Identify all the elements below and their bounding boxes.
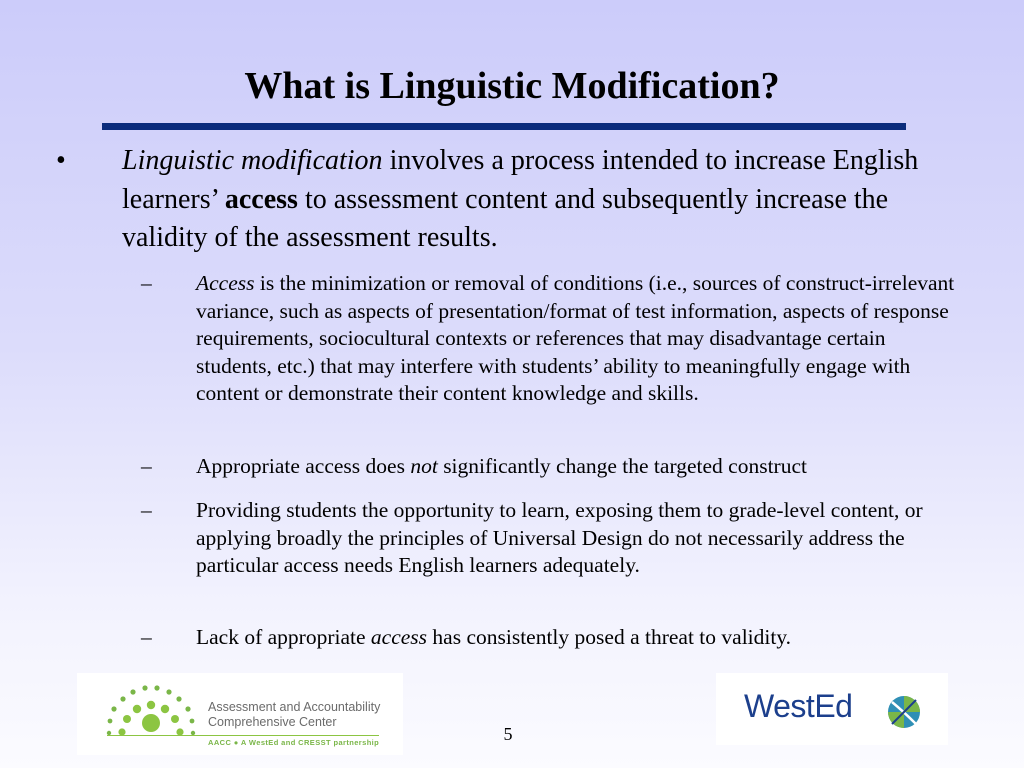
main-bullet-bold: access — [224, 183, 298, 215]
main-bullet-text — [122, 142, 962, 258]
sub-bullet-text: significantly change the targeted construct — [437, 454, 807, 478]
sub-bullet-marker: – — [141, 454, 152, 478]
aacc-tagline: AACC ● A WestEd and CRESST partnership — [208, 738, 380, 747]
sub-bullet-italic: not — [410, 454, 438, 478]
aacc-name-line1: Assessment and Accountability — [208, 700, 381, 714]
wested-wordmark: WestEd — [744, 688, 853, 724]
sub-bullet-italic: access — [370, 625, 428, 649]
sub-bullet-marker: – — [141, 271, 152, 295]
sub-bullet-appropriate-access — [196, 453, 966, 481]
wested-logo — [716, 673, 948, 745]
sub-bullet-threat — [196, 624, 966, 652]
sub-bullet-access-definition — [196, 270, 966, 408]
wested-globe-icon — [886, 694, 922, 730]
main-bullet-part1: involves a process intended to increase English learners’ — [122, 145, 919, 215]
sub-bullet-opportunity — [196, 497, 966, 580]
main-bullet-italic: Linguistic modification — [122, 145, 383, 176]
aacc-name-line2: Comprehensive Center — [208, 715, 337, 729]
sub-bullet-text: Lack of appropriate — [196, 625, 371, 649]
title-underline — [102, 123, 906, 130]
sub-bullet-text: has consistently posed a threat to validity. — [427, 625, 792, 649]
sub-bullet-italic: Access — [196, 271, 255, 295]
sub-bullet-marker: – — [141, 625, 152, 649]
main-bullet-marker: • — [56, 145, 66, 176]
sub-bullet-marker: – — [141, 498, 152, 522]
main-bullet-part2: to assessment content and subsequently increase the validity of the assessment results. — [122, 183, 889, 253]
page-number: 5 — [503, 724, 513, 744]
sub-bullet-text: is the minimization or removal of conditions (i.e., sources of construct-irrelevant variance, such as aspects of presentation/format of test information, aspects of response requirements, sociocultural contexts or references that may disadvantage certain students, etc.) that may interfere with students’ ability to meaningfully engage with content or demonstrate their content knowledge and skills. — [196, 271, 955, 405]
slide-title: What is Linguistic Modification? — [244, 65, 780, 107]
sub-bullet-text: Providing students the opportunity to learn, exposing them to grade-level content, or applying broadly the principles of Universal Design do not necessarily address the particular access needs English learners adequately. — [196, 498, 923, 577]
sub-bullet-text: Appropriate access does — [196, 454, 411, 478]
